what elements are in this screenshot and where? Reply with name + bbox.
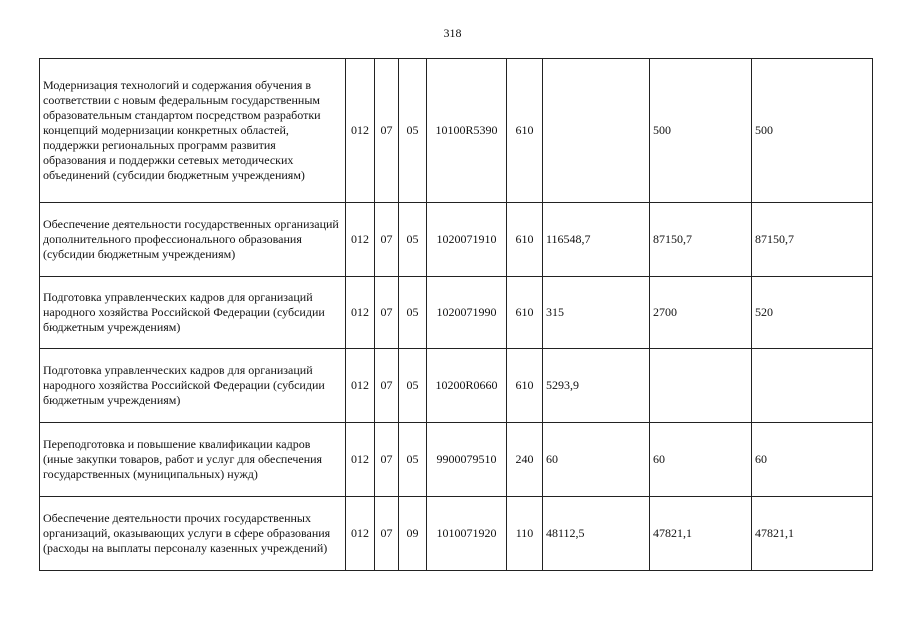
row-description: Модернизация технологий и содержания обучения в соответствии с новым федеральным государственным образовательным стандартом посредством разработки концепций модернизации конкретных областей, поддержки региональных программ развития образования и поддержки сетевых методических объединений (субсидии бюджетным учреждениям) [40, 59, 346, 203]
target-article-code: 10200R0660 [427, 349, 507, 423]
amount-year-1: 315 [543, 277, 650, 349]
row-description: Переподготовка и повышение квалификации кадров (иные закупки товаров, работ и услуг для обеспечения государственных (муниципальных) нужд) [40, 423, 346, 497]
expense-type-code: 110 [507, 497, 543, 571]
expense-type-code: 610 [507, 349, 543, 423]
ministry-code: 012 [346, 203, 375, 277]
section-code: 07 [375, 59, 399, 203]
amount-year-3: 87150,7 [752, 203, 873, 277]
target-article-code: 10100R5390 [427, 59, 507, 203]
amount-year-2: 2700 [650, 277, 752, 349]
section-code: 07 [375, 497, 399, 571]
amount-year-3 [752, 349, 873, 423]
row-description: Обеспечение деятельности государственных организаций дополнительного профессионального образования (субсидии бюджетным учреждениям) [40, 203, 346, 277]
amount-year-1: 60 [543, 423, 650, 497]
subsection-code: 05 [399, 277, 427, 349]
section-code: 07 [375, 423, 399, 497]
ministry-code: 012 [346, 423, 375, 497]
table-row [40, 497, 873, 571]
table-row [40, 277, 873, 349]
amount-year-1: 5293,9 [543, 349, 650, 423]
ministry-code: 012 [346, 497, 375, 571]
target-article-code: 1010071920 [427, 497, 507, 571]
ministry-code: 012 [346, 349, 375, 423]
target-article-code: 9900079510 [427, 423, 507, 497]
expense-type-code: 610 [507, 59, 543, 203]
amount-year-3: 520 [752, 277, 873, 349]
amount-year-3: 60 [752, 423, 873, 497]
amount-year-3: 500 [752, 59, 873, 203]
target-article-code: 1020071910 [427, 203, 507, 277]
subsection-code: 05 [399, 349, 427, 423]
subsection-code: 09 [399, 497, 427, 571]
amount-year-2 [650, 349, 752, 423]
section-code: 07 [375, 203, 399, 277]
page-number: 318 [443, 26, 462, 40]
row-description: Подготовка управленческих кадров для организаций народного хозяйства Российской Федерации (субсидии бюджетным учреждениям) [40, 349, 346, 423]
target-article-code: 1020071990 [427, 277, 507, 349]
amount-year-1: 116548,7 [543, 203, 650, 277]
expense-type-code: 610 [507, 277, 543, 349]
budget-table [39, 58, 873, 571]
amount-year-1: 48112,5 [543, 497, 650, 571]
subsection-code: 05 [399, 203, 427, 277]
section-code: 07 [375, 349, 399, 423]
amount-year-3: 47821,1 [752, 497, 873, 571]
table-row [40, 59, 873, 203]
amount-year-2: 87150,7 [650, 203, 752, 277]
ministry-code: 012 [346, 277, 375, 349]
expense-type-code: 240 [507, 423, 543, 497]
table-row [40, 349, 873, 423]
table-row [40, 423, 873, 497]
section-code: 07 [375, 277, 399, 349]
subsection-code: 05 [399, 423, 427, 497]
amount-year-2: 60 [650, 423, 752, 497]
amount-year-2: 47821,1 [650, 497, 752, 571]
table-row [40, 203, 873, 277]
row-description: Обеспечение деятельности прочих государственных организаций, оказывающих услуги в сфере образования (расходы на выплаты персоналу казенных учреждений) [40, 497, 346, 571]
expense-type-code: 610 [507, 203, 543, 277]
ministry-code: 012 [346, 59, 375, 203]
subsection-code: 05 [399, 59, 427, 203]
row-description: Подготовка управленческих кадров для организаций народного хозяйства Российской Федерации (субсидии бюджетным учреждениям) [40, 277, 346, 349]
amount-year-1 [543, 59, 650, 203]
amount-year-2: 500 [650, 59, 752, 203]
